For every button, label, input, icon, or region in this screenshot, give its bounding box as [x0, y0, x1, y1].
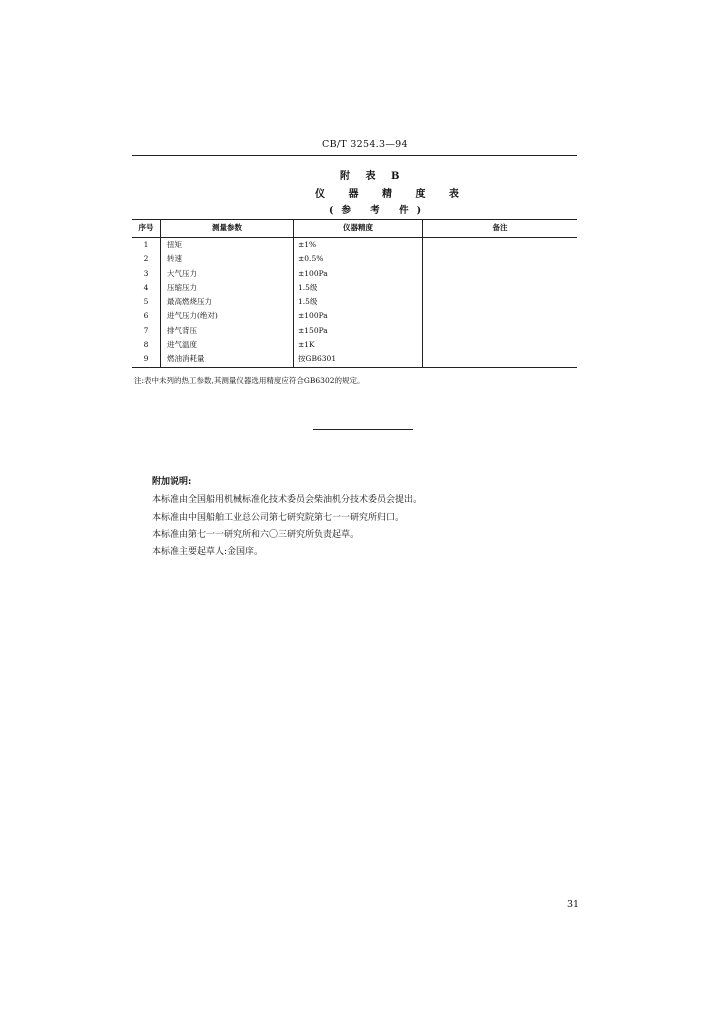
row-remark [423, 281, 578, 295]
row-no: 1 [132, 238, 161, 253]
precision-table [132, 219, 577, 368]
row-no: 6 [132, 309, 161, 323]
table-row [132, 267, 577, 281]
row-no: 9 [132, 352, 161, 367]
row-precision: ±0.5% [294, 252, 423, 266]
row-param: 燃油消耗量 [161, 352, 294, 367]
row-precision: ±150Pa [294, 324, 423, 338]
header-rule [132, 155, 577, 156]
appendix-label: 附 表 B [340, 171, 406, 182]
row-precision: 按GB6301 [294, 352, 423, 367]
row-remark [423, 324, 578, 338]
row-no: 5 [132, 295, 161, 309]
additional-heading: 附加说明: [152, 477, 192, 487]
row-remark [423, 267, 578, 281]
row-no: 2 [132, 252, 161, 266]
row-precision: ±100Pa [294, 309, 423, 323]
row-remark [423, 338, 578, 352]
row-param: 大气压力 [161, 267, 294, 281]
row-remark [423, 252, 578, 266]
table-row [132, 352, 577, 367]
table-row [132, 338, 577, 352]
row-remark [423, 352, 578, 367]
row-remark [423, 295, 578, 309]
row-no: 4 [132, 281, 161, 295]
end-rule [313, 429, 413, 430]
additional-line: 本标准由全国船用机械标准化技术委员会柴油机分技术委员会提出。 [152, 495, 423, 505]
col-header-remark: 备注 [423, 219, 578, 238]
row-precision: 1.5级 [294, 295, 423, 309]
row-precision: ±1K [294, 338, 423, 352]
row-remark [423, 309, 578, 323]
row-remark [423, 238, 578, 253]
page-number: 31 [567, 899, 580, 910]
table-row [132, 238, 577, 253]
row-param: 扭矩 [161, 238, 294, 253]
table-note: 注:表中未列的热工参数,其测量仪器选用精度应符合GB6302的规定。 [134, 376, 365, 385]
additional-line: 本标准由中国船舶工业总公司第七研究院第七一一研究所归口。 [152, 513, 405, 523]
standard-number: CB/T 3254.3—94 [322, 139, 408, 150]
table-row [132, 281, 577, 295]
row-no: 7 [132, 324, 161, 338]
row-param: 进气温度 [161, 338, 294, 352]
col-header-precision: 仪器精度 [294, 219, 423, 238]
additional-line: 本标准主要起草人:金国庠。 [152, 547, 264, 557]
table-row [132, 295, 577, 309]
row-param: 转速 [161, 252, 294, 266]
table-row [132, 252, 577, 266]
row-param: 进气压力(绝对) [161, 309, 294, 323]
table-row [132, 324, 577, 338]
table-row [132, 309, 577, 323]
row-precision: ±1% [294, 238, 423, 253]
appendix-subtitle: (参 考 件) [329, 205, 430, 216]
row-param: 最高燃烧压力 [161, 295, 294, 309]
appendix-title: 仪 器 精 度 表 [315, 189, 469, 200]
row-no: 8 [132, 338, 161, 352]
row-param: 排气背压 [161, 324, 294, 338]
row-param: 压缩压力 [161, 281, 294, 295]
row-no: 3 [132, 267, 161, 281]
col-header-param: 测量参数 [161, 219, 294, 238]
row-precision: ±100Pa [294, 267, 423, 281]
row-precision: 1.5级 [294, 281, 423, 295]
col-header-no: 序号 [132, 219, 161, 238]
table-header-row [132, 219, 577, 238]
additional-line: 本标准由第七一一研究所和六〇三研究所负责起草。 [152, 530, 360, 540]
